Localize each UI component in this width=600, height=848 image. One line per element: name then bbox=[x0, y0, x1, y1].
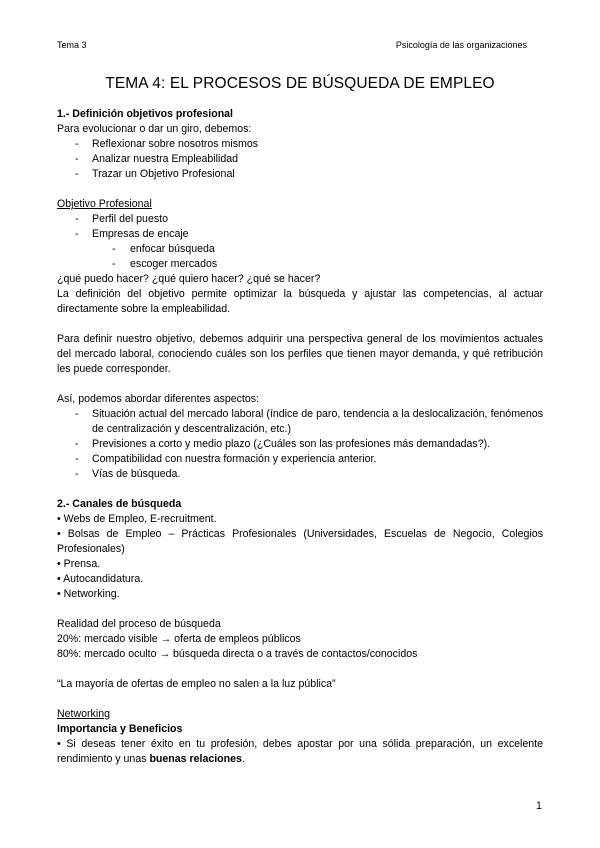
hidden-text: : mercado oculto → búsqueda directa o a través de contactos/conocidos bbox=[78, 648, 418, 660]
final-paragraph bbox=[57, 737, 543, 767]
paragraph: Para definir nuestro objetivo, debemos adquirir una perspectiva general de los movimientos actuales del mercado laboral, conociendo cuáles son los perfiles que tienen mayor demanda, y qué retribución les puede corresponder. bbox=[57, 333, 543, 375]
paragraph: Así, podemos abordar diferentes aspectos: bbox=[57, 393, 259, 405]
channel-item: • Prensa. bbox=[57, 558, 101, 570]
questions-line: ¿qué puedo hacer? ¿qué quiero hacer? ¿qué se hacer? bbox=[57, 273, 321, 285]
channel-item: • Autocandidatura. bbox=[57, 573, 144, 585]
quote: “La mayoría de ofertas de empleo no salen a la luz pública” bbox=[57, 678, 336, 690]
list-item: - Reflexionar sobre nosotros mismos bbox=[57, 137, 543, 152]
reality-heading: Realidad del proceso de búsqueda bbox=[57, 618, 221, 630]
document-body bbox=[57, 107, 543, 767]
channel-item: • Webs de Empleo, E-recruitment. bbox=[57, 513, 217, 525]
objective-heading: Objetivo Profesional bbox=[57, 198, 152, 210]
page-number: 1 bbox=[536, 800, 542, 812]
list-item: - Empresas de encaje bbox=[57, 227, 543, 242]
channel-item: • Networking. bbox=[57, 588, 120, 600]
section1-intro: Para evolucionar o dar un giro, debemos: bbox=[57, 123, 252, 135]
visible-percent: 20% bbox=[57, 633, 79, 645]
list-item: - Trazar un Objetivo Profesional bbox=[57, 167, 543, 182]
section1-heading: 1.- Definición objetivos profesional bbox=[57, 108, 233, 120]
final-text: • Si deseas tener éxito en tu profesión, debes apostar por una sólida preparación, un excelente rendimiento y unas bbox=[57, 738, 543, 765]
list-item: - Compatibilidad con nuestra formación y experiencia anterior. bbox=[57, 452, 543, 467]
list-item: - Vías de búsqueda. bbox=[57, 467, 543, 482]
networking-heading: Networking bbox=[57, 708, 110, 720]
paragraph: La definición del objetivo permite optimizar la búsqueda y ajustar las competencias, al actuar directamente sobre la empleabilidad. bbox=[57, 288, 543, 315]
visible-text: : mercado visible → oferta de empleos públicos bbox=[78, 633, 301, 645]
header-left: Tema 3 bbox=[57, 40, 87, 50]
hidden-market-line bbox=[57, 647, 543, 662]
list-item: - Analizar nuestra Empleabilidad bbox=[57, 152, 543, 167]
document-title: TEMA 4: EL PROCESOS DE BÚSQUEDA DE EMPLEO bbox=[105, 75, 495, 92]
visible-market-line bbox=[57, 632, 543, 647]
importance-heading: Importancia y Beneficios bbox=[57, 723, 183, 735]
objective-list bbox=[57, 212, 543, 272]
final-end: . bbox=[241, 753, 245, 765]
sub-list-item: - enfocar búsqueda bbox=[57, 242, 543, 257]
sub-list-item: - escoger mercados bbox=[57, 257, 543, 272]
list-item: - Previsiones a corto y medio plazo (¿Cuáles son las profesiones más demandadas?). bbox=[57, 437, 543, 452]
final-bold-text: buenas relaciones bbox=[149, 753, 242, 765]
header-right: Psicología de las organizaciones bbox=[395, 40, 527, 50]
list-item: - Perfil del puesto bbox=[57, 212, 543, 227]
aspects-list bbox=[57, 407, 543, 482]
channel-item: • Bolsas de Empleo – Prácticas Profesionales (Universidades, Escuelas de Negocio, Colegios Profesionales) bbox=[57, 528, 543, 555]
section2-heading: 2.- Canales de búsqueda bbox=[57, 498, 182, 510]
hidden-percent: 80% bbox=[57, 648, 79, 660]
section1-bullet-list bbox=[57, 137, 543, 182]
list-item: - Situación actual del mercado laboral (índice de paro, tendencia a la deslocalización, fenómenos de centralización y descentralización, etc.) bbox=[57, 407, 543, 437]
